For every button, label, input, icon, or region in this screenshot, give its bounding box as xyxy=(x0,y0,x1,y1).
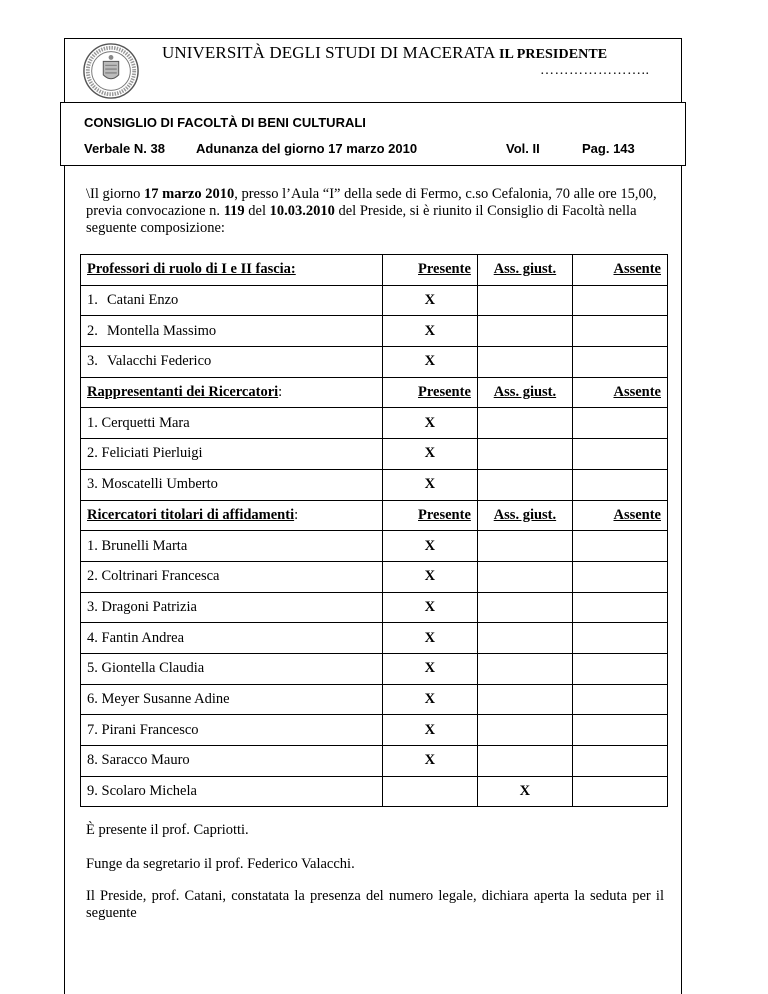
intro-text: del xyxy=(244,203,270,219)
member-name: Cerquetti Mara xyxy=(101,414,190,431)
member-name: Moscatelli Umberto xyxy=(101,476,218,493)
attendance-mark-assente xyxy=(572,561,667,592)
member-cell xyxy=(81,531,383,562)
attendance-mark-assente xyxy=(572,592,667,623)
column-header-presente: Presente xyxy=(382,255,477,286)
attendance-mark-assente xyxy=(572,653,667,684)
attendance-mark-ass-giust xyxy=(477,684,572,715)
attendance-mark-ass-giust: X xyxy=(477,776,572,807)
member-cell xyxy=(81,715,383,746)
attendance-mark-assente xyxy=(572,469,667,500)
attendance-mark-presente: X xyxy=(382,715,477,746)
section-header-row xyxy=(81,255,668,286)
attendance-mark-assente xyxy=(572,746,667,777)
column-header-ass-giust: Ass. giust. xyxy=(477,377,572,408)
member-number: 8. xyxy=(87,752,98,769)
university-title xyxy=(162,43,607,63)
member-cell xyxy=(81,316,383,347)
attendance-mark-assente xyxy=(572,316,667,347)
university-name: UNIVERSITÀ DEGLI STUDI DI MACERATA xyxy=(162,43,495,62)
column-header-assente: Assente xyxy=(572,377,667,408)
attendance-mark-presente: X xyxy=(382,684,477,715)
member-number: 1. xyxy=(87,292,98,309)
attendance-mark-ass-giust xyxy=(477,623,572,654)
member-name: Giontella Claudia xyxy=(101,660,205,677)
attendance-mark-presente: X xyxy=(382,746,477,777)
column-header-ass-giust: Ass. giust. xyxy=(477,500,572,531)
attendance-mark-ass-giust xyxy=(477,439,572,470)
attendance-mark-ass-giust xyxy=(477,408,572,439)
member-cell xyxy=(81,776,383,807)
member-row xyxy=(81,347,668,378)
section-header-row xyxy=(81,500,668,531)
member-number: 4. xyxy=(87,629,98,646)
convocation-number: 119 xyxy=(223,203,245,219)
member-cell xyxy=(81,285,383,316)
attendance-mark-assente xyxy=(572,684,667,715)
attendance-mark-presente: X xyxy=(382,531,477,562)
member-row xyxy=(81,715,668,746)
member-row xyxy=(81,469,668,500)
attendance-mark-ass-giust xyxy=(477,715,572,746)
attendance-mark-ass-giust xyxy=(477,561,572,592)
attendance-mark-assente xyxy=(572,776,667,807)
column-header-assente: Assente xyxy=(572,255,667,286)
attendance-mark-presente: X xyxy=(382,285,477,316)
attendance-mark-ass-giust xyxy=(477,592,572,623)
member-name: Coltrinari Francesca xyxy=(101,568,220,585)
intro-text: , presso l’Aula “I” della sede di Fermo, c.so Cefalonia, 70 alle ore 15,00, previa convocazione n. xyxy=(86,186,657,219)
member-cell xyxy=(81,408,383,439)
member-number: 2. xyxy=(87,568,98,585)
member-row xyxy=(81,684,668,715)
column-header-presente: Presente xyxy=(382,500,477,531)
member-row xyxy=(81,439,668,470)
member-row xyxy=(81,623,668,654)
attendance-mark-presente: X xyxy=(382,469,477,500)
present-note: È presente il prof. Capriotti. xyxy=(86,822,249,838)
intro-date: 17 marzo 2010 xyxy=(144,186,235,202)
attendance-mark-assente xyxy=(572,439,667,470)
member-row xyxy=(81,746,668,777)
volume: Vol. II xyxy=(506,141,540,156)
attendance-mark-presente: X xyxy=(382,316,477,347)
member-row xyxy=(81,285,668,316)
attendance-mark-ass-giust xyxy=(477,347,572,378)
attendance-mark-ass-giust xyxy=(477,746,572,777)
member-row xyxy=(81,408,668,439)
convocation-date: 10.03.2010 xyxy=(269,203,335,219)
attendance-mark-ass-giust xyxy=(477,653,572,684)
member-name: Fantin Andrea xyxy=(101,629,185,646)
meeting-date: Adunanza del giorno 17 marzo 2010 xyxy=(196,141,418,156)
attendance-mark-ass-giust xyxy=(477,469,572,500)
member-number: 1. xyxy=(87,414,98,431)
member-number: 3. xyxy=(87,598,98,615)
member-name: Pirani Francesco xyxy=(101,721,199,738)
attendance-mark-presente: X xyxy=(382,347,477,378)
member-cell xyxy=(81,746,383,777)
attendance-mark-presente: X xyxy=(382,561,477,592)
member-number: 1. xyxy=(87,537,98,554)
member-name: Valacchi Federico xyxy=(107,353,212,370)
member-row xyxy=(81,561,668,592)
section-title: Professori di ruolo di I e II fascia: xyxy=(81,255,383,286)
member-name: Meyer Susanne Adine xyxy=(101,690,230,707)
attendance-mark-presente: X xyxy=(382,408,477,439)
opening-note: Il Preside, prof. Catani, constatata la presenza del numero legale, dichiara aperta la seduta per il seguente xyxy=(86,888,664,921)
member-cell xyxy=(81,347,383,378)
member-number: 6. xyxy=(87,690,98,707)
attendance-mark-assente xyxy=(572,715,667,746)
attendance-mark-assente xyxy=(572,285,667,316)
page-number: Pag. 143 xyxy=(582,141,635,156)
section-header-row xyxy=(81,377,668,408)
attendance-mark-assente xyxy=(572,623,667,654)
signature-dots: ………………….. xyxy=(540,63,650,78)
member-number: 3. xyxy=(87,476,98,493)
member-cell xyxy=(81,623,383,654)
attendance-mark-presente: X xyxy=(382,623,477,654)
attendance-mark-presente: X xyxy=(382,653,477,684)
member-cell xyxy=(81,684,383,715)
column-header-assente: Assente xyxy=(572,500,667,531)
attendance-mark-ass-giust xyxy=(477,316,572,347)
intro-text: del Preside, si è riunito il Consiglio di Facoltà nella seguente composizione: xyxy=(86,203,637,236)
secretary-note: Funge da segretario il prof. Federico Valacchi. xyxy=(86,856,355,872)
council-name: CONSIGLIO DI FACOLTÀ DI BENI CULTURALI xyxy=(84,115,366,130)
attendance-mark-presente: X xyxy=(382,592,477,623)
member-name: Scolaro Michela xyxy=(101,783,197,800)
attendance-mark-ass-giust xyxy=(477,531,572,562)
member-number: 7. xyxy=(87,721,98,738)
member-row xyxy=(81,592,668,623)
member-name: Catani Enzo xyxy=(107,292,179,309)
attendance-mark-presente: X xyxy=(382,439,477,470)
member-row xyxy=(81,316,668,347)
member-name: Feliciati Pierluigi xyxy=(101,445,203,462)
member-number: 5. xyxy=(87,660,98,677)
attendance-mark-ass-giust xyxy=(477,285,572,316)
member-cell xyxy=(81,439,383,470)
president-label: IL PRESIDENTE xyxy=(498,47,608,62)
section-title: Rappresentanti dei Ricercatori: xyxy=(81,377,383,408)
attendance-mark-assente xyxy=(572,347,667,378)
verbale-number: Verbale N. 38 xyxy=(84,141,165,156)
member-name: Saracco Mauro xyxy=(101,752,190,769)
member-cell xyxy=(81,653,383,684)
column-header-presente: Presente xyxy=(382,377,477,408)
member-row xyxy=(81,531,668,562)
member-name: Dragoni Patrizia xyxy=(101,598,197,615)
member-number: 2. xyxy=(87,445,98,462)
attendance-mark-assente xyxy=(572,531,667,562)
member-number: 9. xyxy=(87,783,98,800)
intro-paragraph xyxy=(86,186,664,237)
title-colon: : xyxy=(278,384,283,401)
member-row xyxy=(81,776,668,807)
member-name: Brunelli Marta xyxy=(101,537,188,554)
council-header-box xyxy=(60,102,686,166)
member-number: 3. xyxy=(87,353,98,370)
intro-text: \Il giorno xyxy=(86,186,144,202)
column-header-ass-giust: Ass. giust. xyxy=(477,255,572,286)
member-number: 2. xyxy=(87,322,98,339)
member-name: Montella Massimo xyxy=(107,322,217,339)
member-cell xyxy=(81,469,383,500)
title-colon: : xyxy=(294,506,299,523)
section-title: Ricercatori titolari di affidamenti: xyxy=(81,500,383,531)
attendance-table xyxy=(80,254,668,807)
attendance-mark-assente xyxy=(572,408,667,439)
member-cell xyxy=(81,592,383,623)
member-cell xyxy=(81,561,383,592)
attendance-mark-presente xyxy=(382,776,477,807)
member-row xyxy=(81,653,668,684)
university-seal-logo xyxy=(82,42,140,100)
